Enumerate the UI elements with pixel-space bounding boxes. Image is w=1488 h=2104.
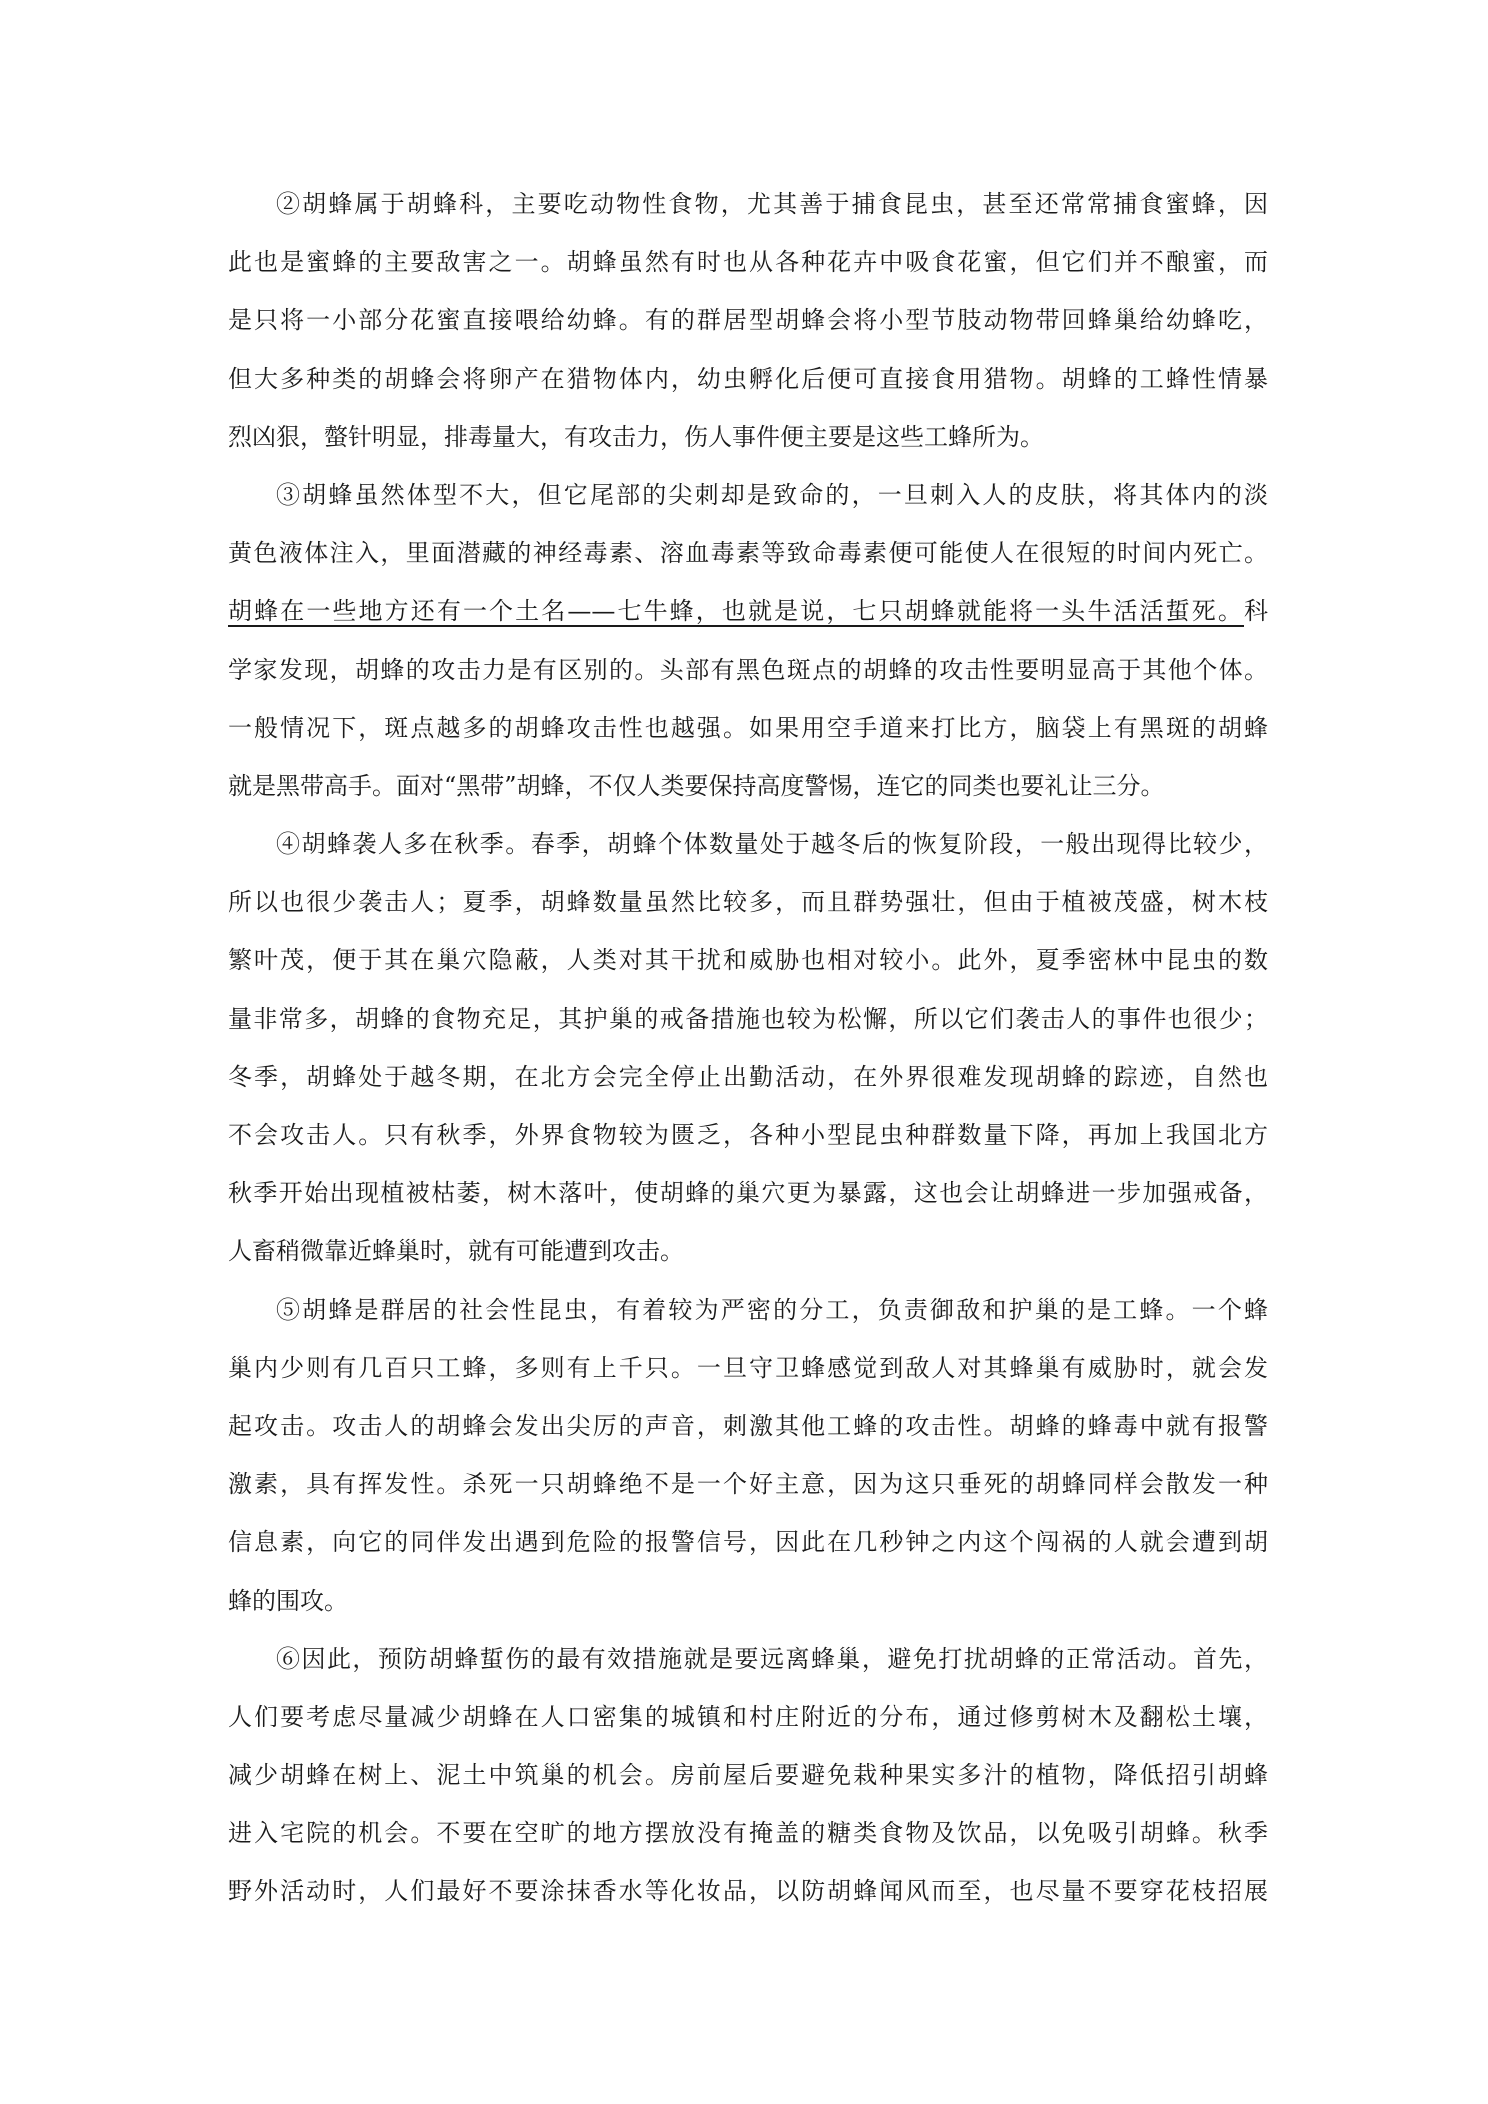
paragraph-line-underlined <box>228 591 1268 649</box>
paragraph-2 <box>228 184 1268 475</box>
paragraph-line: ④胡蜂袭人多在秋季。春季，胡蜂个体数量处于越冬后的恢复阶段，一般出现得比较少， <box>276 830 1268 859</box>
paragraph-line: 黄色液体注入，里面潜藏的神经毒素、溶血毒素等致命毒素便可能使人在很短的时间内死亡。 <box>228 539 1268 568</box>
paragraph-line: 冬季，胡蜂处于越冬期，在北方会完全停止出勤活动，在外界很难发现胡蜂的踪迹，自然也 <box>228 1062 1268 1091</box>
paragraph-line: 此也是蜜蜂的主要敌害之一。胡蜂虽然有时也从各种花卉中吸食花蜜，但它们并不酿蜜，而 <box>228 248 1268 277</box>
paragraph-line: ⑥因此，预防胡蜂蜇伤的最有效措施就是要远离蜂巢，避免打扰胡蜂的正常活动。首先， <box>276 1644 1268 1673</box>
paragraph-line: 但大多种类的胡蜂会将卵产在猎物体内，幼虫孵化后便可直接食用猎物。胡蜂的工蜂性情暴 <box>228 364 1268 393</box>
paragraph-line: 激素，具有挥发性。杀死一只胡蜂绝不是一个好主意，因为这只垂死的胡蜂同样会散发一种 <box>228 1470 1268 1499</box>
paragraph-line: 野外活动时，人们最好不要涂抹香水等化妆品，以防胡蜂闻风而至，也尽量不要穿花枝招展 <box>228 1877 1268 1906</box>
line-tail: 科 <box>1244 597 1268 626</box>
paragraph-line: ⑤胡蜂是群居的社会性昆虫，有着较为严密的分工，负责御敌和护巢的是工蜂。一个蜂 <box>276 1295 1268 1324</box>
underlined-sentence: 胡蜂在一些地方还有一个土名——七牛蜂，也就是说，七只胡蜂就能将一头牛活活蜇死。 <box>228 597 1244 626</box>
paragraph-line: 起攻击。攻击人的胡蜂会发出尖厉的声音，刺激其他工蜂的攻击性。胡蜂的蜂毒中就有报警 <box>228 1411 1268 1440</box>
paragraph-line: 所以也很少袭击人；夏季，胡蜂数量虽然比较多，而且群势强壮，但由于植被茂盛，树木枝 <box>228 888 1268 917</box>
paragraph-line: 繁叶茂，便于其在巢穴隐蔽，人类对其干扰和威胁也相对较小。此外，夏季密林中昆虫的数 <box>228 946 1268 975</box>
paragraph-line: 学家发现，胡蜂的攻击力是有区别的。头部有黑色斑点的胡蜂的攻击性要明显高于其他个体。 <box>228 655 1268 684</box>
article-body <box>228 184 1268 1930</box>
paragraph-line: 不会攻击人。只有秋季，外界食物较为匮乏，各种小型昆虫种群数量下降，再加上我国北方 <box>228 1121 1268 1149</box>
paragraph-line: ②胡蜂属于胡蜂科，主要吃动物性食物，尤其善于捕食昆虫，甚至还常常捕食蜜蜂，因 <box>276 190 1268 218</box>
paragraph-line: ③胡蜂虽然体型不大，但它尾部的尖刺却是致命的，一旦刺入人的皮肤，将其体内的淡 <box>276 480 1268 509</box>
paragraph-4 <box>228 824 1268 1290</box>
paragraph-line: 蜂的围攻。 <box>228 1586 348 1615</box>
paragraph-line: 巢内少则有几百只工蜂，多则有上千只。一旦守卫蜂感觉到敌人对其蜂巢有威胁时，就会发 <box>228 1353 1268 1382</box>
paragraph-line: 就是黑带高手。面对“黑带”胡蜂，不仅人类要保持高度警惕，连它的同类也要礼让三分。 <box>228 771 1165 800</box>
paragraph-line: 一般情况下，斑点越多的胡蜂攻击性也越强。如果用空手道来打比方，脑袋上有黑斑的胡蜂 <box>228 713 1268 742</box>
paragraph-line: 量非常多，胡蜂的食物充足，其护巢的戒备措施也较为松懈，所以它们袭击人的事件也很少； <box>228 1004 1268 1033</box>
paragraph-line: 进入宅院的机会。不要在空旷的地方摆放没有掩盖的糖类食物及饮品，以免吸引胡蜂。秋季 <box>228 1819 1268 1848</box>
paragraph-line: 信息素，向它的同伴发出遇到危险的报警信号，因此在几秒钟之内这个闯祸的人就会遭到胡 <box>228 1528 1268 1557</box>
paragraph-5 <box>228 1290 1268 1639</box>
paragraph-line: 人们要考虑尽量减少胡蜂在人口密集的城镇和村庄附近的分布，通过修剪树木及翻松土壤， <box>228 1702 1268 1731</box>
paragraph-line: 秋季开始出现植被枯萎，树木落叶，使胡蜂的巢穴更为暴露，这也会让胡蜂进一步加强戒备， <box>228 1179 1268 1208</box>
paragraph-line: 是只将一小部分花蜜直接喂给幼蜂。有的群居型胡蜂会将小型节肢动物带回蜂巢给幼蜂吃， <box>228 306 1268 335</box>
paragraph-line: 人畜稍微靠近蜂巢时，就有可能遭到攻击。 <box>228 1237 684 1266</box>
paragraph-6 <box>228 1639 1268 1930</box>
paragraph-line: 减少胡蜂在树上、泥土中筑巢的机会。房前屋后要避免栽种果实多汁的植物，降低招引胡蜂 <box>228 1761 1268 1790</box>
paragraph-3 <box>228 475 1268 824</box>
paragraph-line: 烈凶狠，螫针明显，排毒量大，有攻击力，伤人事件便主要是这些工蜂所为。 <box>228 422 1044 451</box>
